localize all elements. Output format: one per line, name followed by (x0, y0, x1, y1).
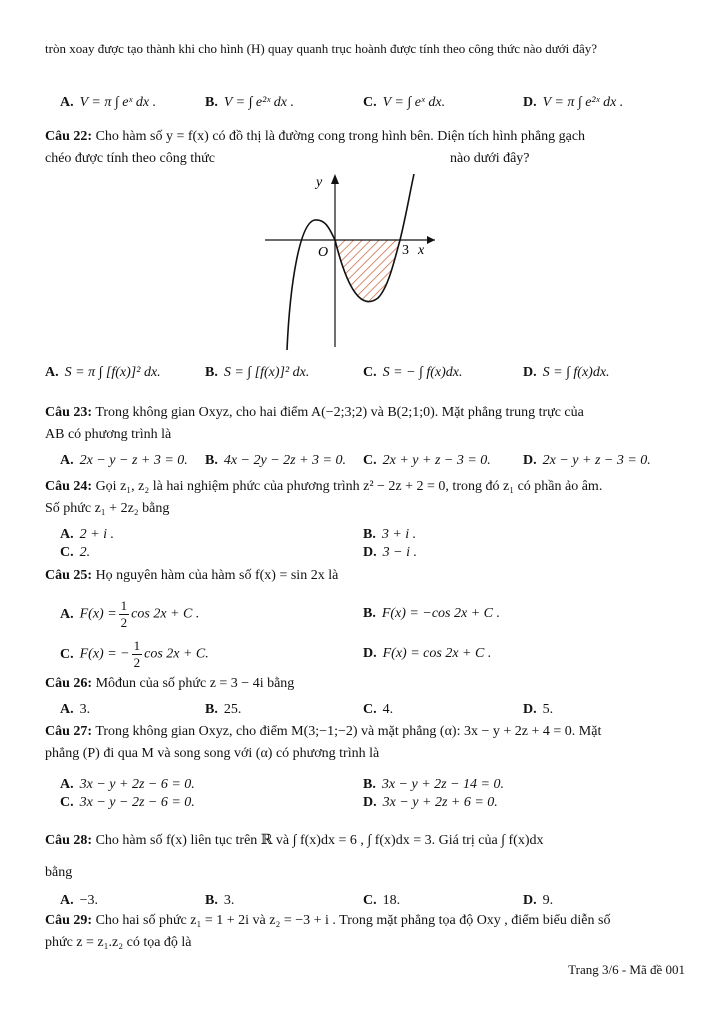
q26-option-c: C. 4. (363, 702, 394, 717)
origin-label: O (318, 245, 329, 260)
q23-option-c: C. 2x + y + z − 3 = 0. (363, 453, 491, 468)
q26-option-a: A. 3. (60, 702, 91, 717)
q21-option-b: B. V = ∫ e²ˣ dx . (205, 95, 295, 110)
q22-line1: Câu 22: Cho hàm số y = f(x) có đồ thị là đường cong trong hình bên. Diện tích hình phẳng gạch (45, 129, 586, 144)
q22-line2a: chéo được tính theo công thức (45, 151, 215, 166)
q27-option-b: B. 3x − y + 2z − 14 = 0. (363, 777, 505, 792)
q28-option-b: B. 3. (205, 893, 235, 908)
q25-option-c: C. F(x) = − $\frac{1}{2}$ cos 2x + C. (60, 638, 209, 670)
q28-line1: Câu 28: Cho hàm số f(x) liên tục trên ℝ và ∫ f(x)dx = 6 , ∫ f(x)dx = 3. Giá trị của ∫ f(x)dx (45, 833, 544, 848)
q26-options (45, 702, 685, 724)
q21-option-a: A. V = π ∫ eˣ dx . (60, 95, 157, 110)
q24-options-row2 (45, 545, 685, 567)
q29-line1: Câu 29: Cho hai số phức z₁ = 1 + 2i và z₂ = −3 + i . Trong mặt phẳng tọa độ Oxy , điểm biểu diễn số (45, 913, 611, 928)
q27-line2: phẳng (P) đi qua M và song song với (α) có phương trình là (45, 746, 380, 761)
q24-option-d: D. 3 − i . (363, 545, 417, 560)
q24-line2: Số phức z₁ + 2z₂ bằng (45, 501, 170, 516)
x-axis-arrow (427, 236, 435, 244)
q23-options (45, 453, 685, 475)
q27-line1: Câu 27: Trong không gian Oxyz, cho điểm M(3;−1;−2) và mặt phẳng (α): 3x − y + 2z + 4 = 0. Mặt (45, 724, 602, 739)
q22-options (45, 365, 685, 387)
q27-option-c: C. 3x − y − 2z − 6 = 0. (60, 795, 195, 810)
q27-option-a: A. 3x − y + 2z − 6 = 0. (60, 777, 195, 792)
q25-line1: Câu 25: Họ nguyên hàm của hàm số f(x) = sin 2x là (45, 568, 339, 583)
q22-option-b: B. S = ∫ [f(x)]² dx. (205, 365, 310, 380)
q26-line1: Câu 26: Môđun của số phức z = 3 − 4i bằng (45, 676, 295, 691)
q25-option-d: D. F(x) = cos 2x + C . (363, 646, 492, 661)
q23-option-b: B. 4x − 2y − 2z + 3 = 0. (205, 453, 347, 468)
q26-option-b: B. 25. (205, 702, 242, 717)
q27-option-d: D. 3x − y + 2z + 6 = 0. (363, 795, 498, 810)
q28-option-d: D. 9. (523, 893, 554, 908)
y-axis-arrow (331, 174, 339, 184)
q23-option-a: A. 2x − y − z + 3 = 0. (60, 453, 188, 468)
q24-line1: Câu 24: Gọi z₁, z₂ là hai nghiệm phức của phương trình z² − 2z + 2 = 0, trong đó z₁ có phần ảo âm. (45, 479, 603, 494)
page-footer: Trang 3/6 - Mã đề 001 (568, 962, 685, 977)
root-label: 3 (402, 243, 409, 258)
q28-option-c: C. 18. (363, 893, 401, 908)
q26-option-d: D. 5. (523, 702, 554, 717)
q25-option-b: B. F(x) = −cos 2x + C . (363, 606, 500, 621)
q28-option-a: A. −3. (60, 893, 99, 908)
q24-option-b: B. 3 + i . (363, 527, 417, 542)
q24-option-c: C. 2. (60, 545, 91, 560)
q22-graph (260, 172, 440, 352)
q25-options-row1 (45, 598, 685, 632)
q22-option-d: D. S = ∫ f(x)dx. (523, 365, 610, 380)
intro-line: tròn xoay được tạo thành khi cho hình (H) quay quanh trục hoành được tính theo công thức nào dưới đây? (45, 41, 598, 56)
q21-options (45, 95, 685, 117)
q23-line1: Câu 23: Trong không gian Oxyz, cho hai điểm A(−2;3;2) và B(2;1;0). Mặt phẳng trung trực của (45, 405, 584, 420)
q22-line2b: nào dưới đây? (450, 151, 530, 166)
q29-line2: phức z = z₁.z₂ có tọa độ là (45, 935, 192, 950)
fraction: $\frac{1}{2}$ (133, 638, 141, 670)
x-label: x (418, 243, 425, 258)
q23-option-d: D. 2x − y + z − 3 = 0. (523, 453, 651, 468)
q23-line2: AB có phương trình là (45, 427, 172, 442)
q22-option-c: C. S = − ∫ f(x)dx. (363, 365, 463, 380)
fraction: $\frac{1}{2}$ (120, 598, 128, 630)
q25-option-a: A. F(x) = $\frac{1}{2}$ cos 2x + C . (60, 598, 200, 630)
q24-option-a: A. 2 + i . (60, 527, 114, 542)
q21-option-d: D. V = π ∫ e²ˣ dx . (523, 95, 624, 110)
q22-option-a: A. S = π ∫ [f(x)]² dx. (45, 365, 161, 380)
q27-options-row2 (45, 795, 685, 817)
q25-options-row2 (45, 638, 685, 672)
y-label: y (316, 175, 323, 190)
q28-line2: bằng (45, 865, 73, 880)
q21-option-c: C. V = ∫ eˣ dx. (363, 95, 446, 110)
